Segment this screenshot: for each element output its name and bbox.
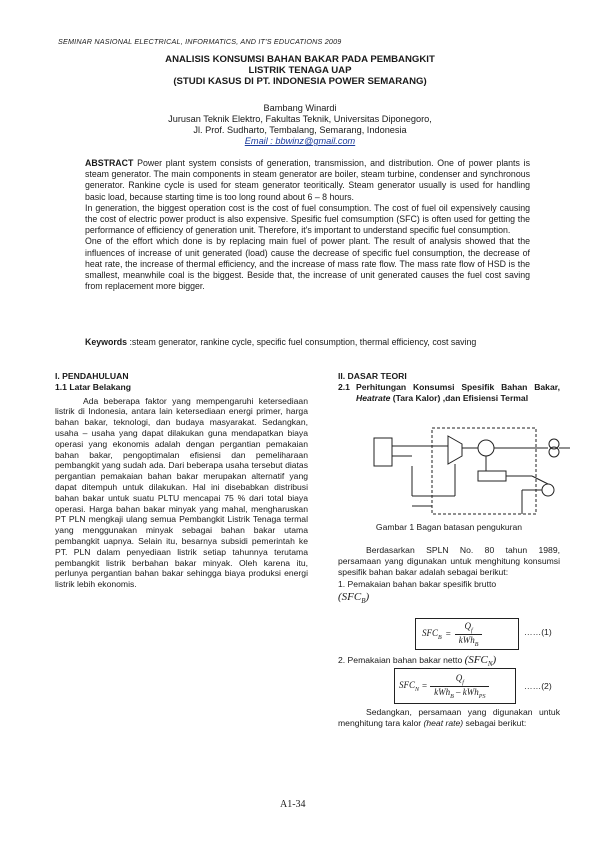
author-name: Bambang Winardi (263, 103, 337, 113)
figure-1-schematic (372, 426, 572, 524)
item-1-sym-close: ) (365, 591, 370, 604)
author-email-link[interactable]: Email : bbwinz@gmail.com (244, 136, 356, 146)
generator-symbol (478, 440, 494, 456)
subsection-latar-belakang: 1.1 Latar Belakang (55, 381, 131, 392)
spln-paragraph: Berdasarkan SPLN No. 80 tahun 1989, persamaan yang digunakan untuk menghitung konsumsi spesifik bahan bakar adalah sebagai berikut: (338, 545, 560, 577)
abstract-p1-text: Power plant system consists of generation, transmission, and distribution. One of power plants is steam generator. The main components in steam generator are boiler, steam turbine, condenser and synchronous generator. Rankine cycle is used for steam generator teoritically. Steam generator usually is used for handling basic load, because starting time is too long round about 6 – 8 hours. (85, 158, 530, 202)
section-heading-dasar-teori: II. DASAR TEORI (338, 371, 407, 381)
equation-2-number: ……(2) (524, 681, 552, 691)
author-address: Jl. Prof. Sudharto, Tembalang, Semarang, Indonesia (193, 125, 407, 135)
equation-1-box: $SFC_B$ = $\frac{Q_f}{kWh_B}$ (415, 618, 519, 650)
equation-1-number: ……(1) (524, 627, 552, 637)
subsection-title-pre: Perhitungan Konsumsi Spesifik Bahan Bakar, (356, 381, 560, 392)
item-1-sym-sub: B (361, 597, 366, 606)
item-1-label: 1. Pemakaian bahan bakar spesifik brutto (338, 579, 497, 590)
subsection-number: 2.1 (338, 381, 350, 392)
latar-belakang-body: Ada beberapa faktor yang mempengaruhi ketersediaan listrik di Indonesia, antara lain ketersediaan energi primer, harga bahan bakar, teknologi, dan budaya masyarakat. Sedangkan, usaha – usaha yang dapat dilakukan guna mendapatkan biaya operasi yang ekonomis adalah dengan pergantian pemakaian bahan bakar, pengoptimalan efisiensi dan pemeliharaan pembangkit yang sudah ada. Dari beberapa usaha tersebut diatas pergantian pemakaian bahan bakar merupakan alternatif yang dapat ditempuh untuk dilakukan. Hal ini disebabkan distribusi bahan bakar untuk suatu PLTU mencapai 75 % dari total biaya operasi. Harga bahan bakar minyak yang mahal, mengharuskan PT PLN mengkaji ulang semua Pembangkit Listrik Tenaga termal yang menggunakan minyak sebagai bahan bakar utama pembangkit uapnya. Selain itu, besarnya subsidi pemerintah ke PT. PLN dalam penyediaan listrik setiap tahunnya terutama pembangkit listrik berbahan bakar minyak. Oleh karena itu, perlunya pergantian bahan bakar sehingga biaya produksi energi listrik lebih ekonomis. (55, 395, 308, 590)
paper-title-line-3: (STUDI KASUS DI PT. INDONESIA POWER SEMARANG) (173, 76, 427, 87)
item-1-sym-text: (SFC (338, 591, 362, 604)
item-2-symbol: $(SFC_N)$ (464, 654, 497, 669)
subsection-heading-2-1 (338, 382, 560, 404)
boiler-block (374, 438, 392, 466)
subsection-title-post: (Tara Kalor) ,dan Efisiensi Termal (390, 392, 529, 403)
keywords (85, 337, 530, 348)
abstract-paragraph-1 (85, 158, 530, 203)
subsection-title-italic: Heatrate (356, 392, 391, 403)
right-column (338, 371, 560, 403)
eq1-fraction: $\frac{Q_f}{kWh_B}$ (455, 621, 483, 648)
auxiliary-block (478, 471, 506, 481)
keywords-label: Keywords (85, 337, 128, 347)
eq2-fraction: $\frac{Q_f}{kWh_B - kWh_{PS}}$ (430, 673, 489, 700)
abstract (85, 158, 530, 292)
figure-1-caption: Gambar 1 Bagan batasan pengukuran (375, 522, 523, 532)
section-heading-pendahuluan: I. PENDAHULUAN (55, 371, 129, 381)
page-number: A1-34 (280, 799, 306, 810)
item-2-text: 2. Pemakaian bahan bakar netto (338, 655, 463, 665)
author-department: Jurusan Teknik Elektro, Fakultas Teknik, Universitas Diponegoro, (168, 114, 432, 124)
right-body (338, 545, 560, 607)
abstract-paragraph-3: One of the effort which done is by replacing main fuel of power plant. The result of analysis showed that the influences of increase of unit generated (load) cause the decrease of specific fuel consumption, the decrease of heat rate, the increase of thermal efficiency, and the increase of mass rate flow. The mass rate flow of HSD is the smallest, meanwhile coal is the biggest. Beside that, the increase of unit generated causes the fuel cost saving from replacement more bigger. (85, 236, 530, 292)
eq1-lhs: $SFC_B$ (422, 627, 442, 641)
paper-title-line-1: ANALISIS KONSUMSI BAHAN BAKAR PADA PEMBANGKIT (165, 54, 435, 65)
running-header: SEMINAR NASIONAL ELECTRICAL, INFORMATICS, AND IT'S EDUCATIONS 2009 (58, 37, 342, 46)
heat-rate-paragraph: Sedangkan, persamaan yang digunakan untuk menghitung tara kalor (heat rate) sebagai berikut: (338, 707, 560, 728)
abstract-paragraph-2: In generation, the biggest operation cost is the cost of fuel consumption. The cost of fuel oil expensively causing the cost of electric power product is also expensive. Spesific fuel comsumption (SFC) is often used for getting the performance of efficiency of generation unit. Therefore, it's important to understand specific fuel consumption. (85, 202, 530, 236)
turbine-symbol (448, 436, 462, 464)
left-column (55, 371, 308, 590)
equation-2-box: $SFC_N$ = $\frac{Q_f}{kWh_B - kWh_{PS}}$ (394, 668, 516, 704)
eq2-lhs: $SFC_N$ (399, 679, 420, 693)
item-1-symbol (338, 592, 560, 607)
keywords-text: :steam generator, rankine cycle, specific fuel consumption, thermal efficiency, cost saving (127, 337, 477, 347)
abstract-label: ABSTRACT (85, 158, 134, 168)
meter-symbol (542, 484, 554, 496)
paper-title-line-2: LISTRIK TENAGA UAP (248, 65, 352, 76)
